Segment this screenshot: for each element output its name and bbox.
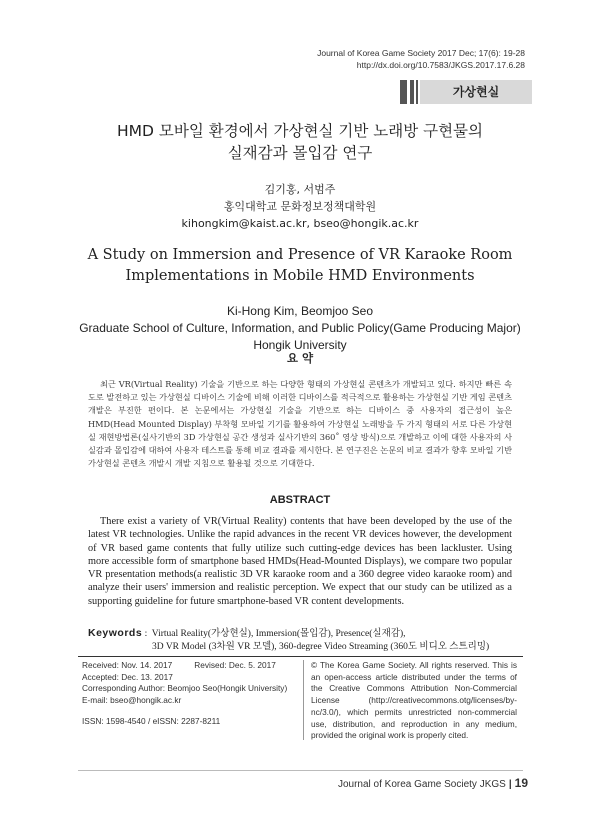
abstract-english-text: There exist a variety of VR(Virtual Reality) contents that have been developed by the use of the latest VR technologies. Unlike the rapid advances in the recent VR devices however, the development of VR based game contents that fully utilize such cutting-edge devices has been lackluster. Using more accessible form of smartphone based HMDs(Head-Mounted Displays), we compare two popular VR presentation methods(a realistic 3D VR karaoke room and a 360 degree video karaoke room) and analyze their users' immersion and realistic perception. We expect that our study can be utilized as a supporting guideline for future smartphone-based VR content developments. [88,516,512,607]
author-emails: kihongkim@kaist.ac.kr, bseo@hongik.ac.kr [181,217,419,230]
affiliation-english: Graduate School of Culture, Information, and Public Policy(Game Producing Major) [79,321,521,335]
doi-link[interactable]: http://dx.doi.org/10.7583/JKGS.2017.17.6.28 [356,60,525,70]
authors-korean [0,181,600,232]
abstract-english-heading: ABSTRACT [269,494,331,506]
corresponding-email[interactable]: E-mail: bseo@hongik.ac.kr [82,695,182,706]
decor-bar [410,80,414,104]
category-decoration [400,80,420,104]
title-english-line: A Study on Immersion and Presence of VR Karaoke Room [87,247,513,263]
footer-separator: | [508,779,512,790]
article-info [82,660,297,728]
title-korean-line: 실재감과 몰입감 연구 [227,144,373,162]
footer-divider [78,770,523,771]
journal-citation-line: Journal of Korea Game Society 2017 Dec; 17(6): 19-28 [317,48,525,58]
university-english: Hongik University [253,338,347,352]
page-number: 19 [514,776,528,790]
issn: ISSN: 1598-4540 / eISSN: 2287-8211 [82,715,221,726]
abstract-korean-text: 최근 VR(Virtual Reality) 기술을 기반으로 하는 다양한 형태의 가상현실 콘텐츠가 개발되고 있다. 하지만 빠른 속도로 발전하고 있는 가상현실 디바이스 기술에 비해 이러한 디바이스를 적극적으로 활용하는 가상현실 기반 게임 콘텐츠 개발은 부진한 편이다. 본 논문에서는 가상현실 기술을 기반으로 하는 디바이스 중 사용자의 접근성이 높은 HMD(Head Mounted Display) 부착형 모바일 기기를 활용하여 가상현실 노래방을 두 가지 형태의 서로 다른 가상현실 재현방법론(실사기반의 3D 가상현실 공간 생성과 실사기반의 360˚ 영상 방식)으로 개발하고 이에 대한 사용자의 사실감과 몰입감에 대하여 사용자 테스트를 통해 비교 결과를 제시한다. 본 연구진은 논문의 비교 결과가 향후 모바일 기반 가상현실 콘텐츠 개발시 개발 지침으로 활용될 것으로 기대한다. [88,379,512,469]
received-date: Received: Nov. 14. 2017 [82,660,173,670]
decor-bar [400,80,407,104]
page-footer [338,775,528,793]
keywords-line: Keywords : Virtual Reality(가상현실), Immersion(몰입감), Presence(실재감), [88,627,406,639]
author-names-korean: 김기홍, 서범주 [264,183,336,196]
author-names-english: Ki-Hong Kim, Beomjoo Seo [226,304,374,318]
keywords-line2: 3D VR Model (3차원 VR 모델), 360-degree Video Streaming (360도 비디오 스트리밍) [152,642,490,652]
license-text: © The Korea Game Society. All rights reserved. This is an open-access article distributed under the terms of the Creative Commons Attribution Non-Commercial License (http://creativecommons.otg/licenses/by-nc/3.0/), which permits unrestricted non-commercial use, distribution, and reproduction in any medium, provided the original work is properly cited. [311,660,517,741]
accepted-date: Accepted: Dec. 13. 2017 [82,671,173,682]
keywords-block [88,627,518,654]
dates-line [82,660,297,672]
footer-journal: Journal of Korea Game Society JKGS [337,779,506,790]
keywords-line1: Virtual Reality(가상현실), Immersion(몰입감), Presence(실재감), [151,629,406,639]
abstract-korean-heading: 요 약 [286,351,314,365]
divider [78,656,523,657]
affiliation-korean: 홍익대학교 문화정보정책대학원 [223,200,377,213]
title-english-line: Implementations in Mobile HMD Environments [125,268,475,284]
category-label: 가상현실 [420,80,532,104]
decor-bar [416,80,418,104]
divider-vertical [303,660,304,740]
title-korean [0,120,600,164]
keywords-label: Keywords [88,627,143,639]
title-english [0,245,600,287]
title-korean-line: HMD 모바일 환경에서 가상현실 기반 노래방 구현물의 [117,122,483,140]
authors-english [0,303,600,354]
corresponding-author: Corresponding Author: Beomjoo Seo(Hongik University) [82,683,288,694]
revised-date: Revised: Dec. 5. 2017 [194,660,276,670]
